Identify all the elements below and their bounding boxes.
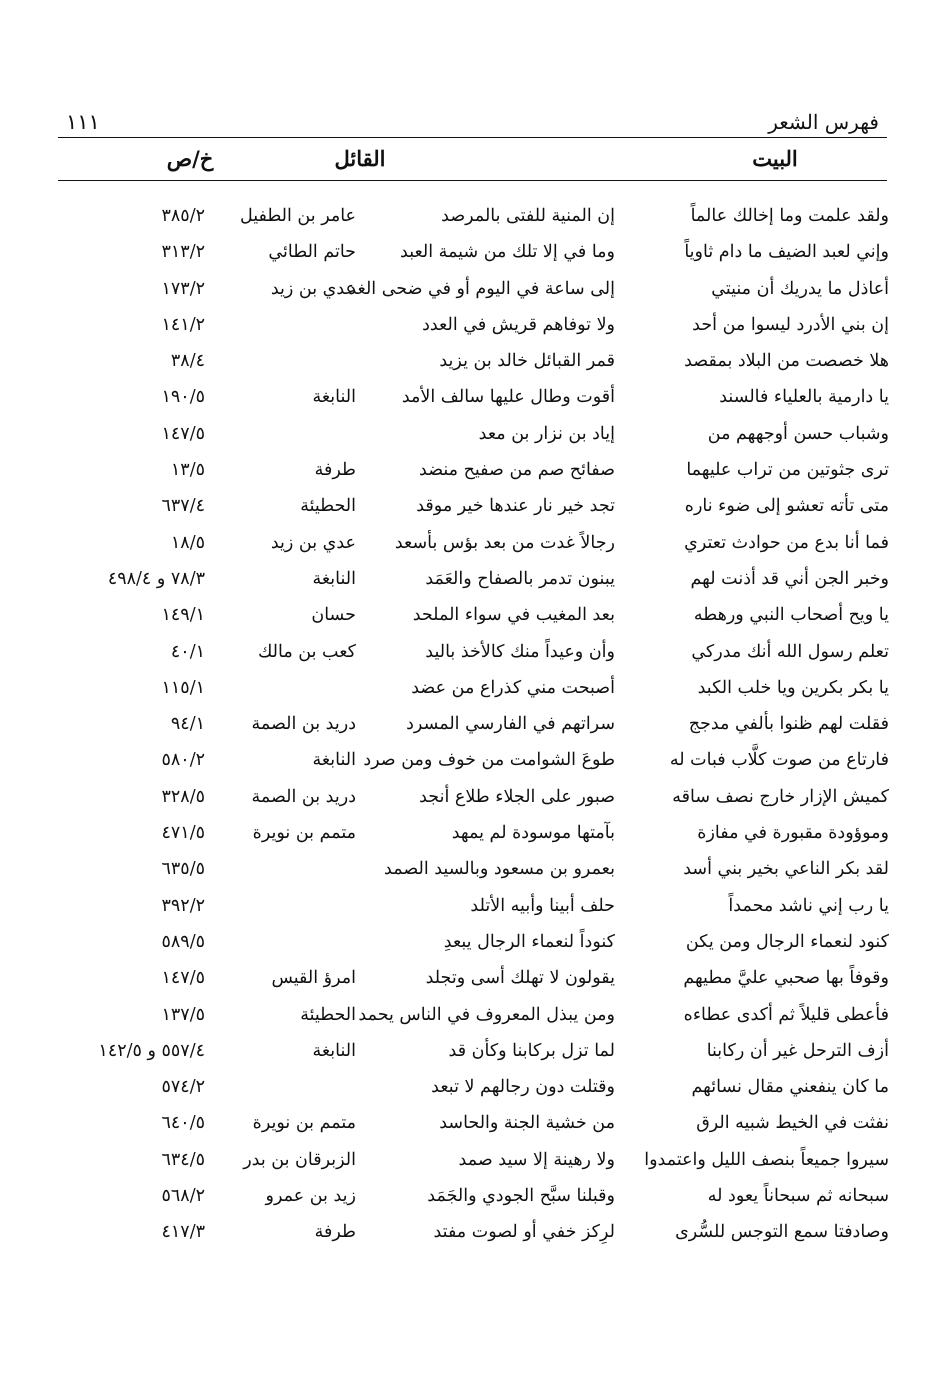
- table-row: [0, 962, 945, 998]
- volume-page-ref: ١٤١/٢: [161, 314, 205, 335]
- volume-page-ref: ٣١٣/٢: [161, 242, 205, 263]
- second-hemistich: ولا توفاهم قريش في العدد: [422, 314, 615, 335]
- second-hemistich: تجد خير نار عندها خير موقد: [416, 496, 615, 517]
- second-hemistich: يقولون لا تهلك أسى وتجلد: [425, 968, 615, 989]
- volume-page-ref: ٥٧٤/٢: [161, 1077, 205, 1098]
- table-row: [0, 527, 945, 563]
- volume-page-ref: ٣٨/٤: [170, 351, 205, 372]
- poet-name: الحطيئة: [300, 1004, 356, 1025]
- volume-page-ref: ٣٢٨/٥: [161, 786, 205, 807]
- poet-name: النابغة: [312, 750, 356, 771]
- second-hemistich: إن المنية للفتى بالمرصد: [441, 206, 615, 226]
- second-hemistich: وقتلت دون رجالهم لا تبعد: [431, 1077, 615, 1098]
- table-row: [0, 708, 945, 744]
- poet-name: دريد بن الصمة: [251, 714, 356, 735]
- first-hemistich: سيروا جميعاً بنصف الليل واعتمدوا: [644, 1149, 889, 1170]
- table-row: [0, 345, 945, 381]
- table-row: [0, 273, 945, 309]
- first-hemistich: متى تأته تعشو إلى ضوء ناره: [684, 496, 889, 517]
- volume-page-ref: ٥٦٨/٢: [161, 1186, 205, 1207]
- second-hemistich: من خشية الجنة والحاسد: [439, 1113, 615, 1134]
- table-row: [0, 781, 945, 817]
- table-row: [0, 1035, 945, 1071]
- column-header-bayt: البيت: [752, 146, 798, 171]
- first-hemistich: وقوفاً بها صحبي عليَّ مطيهم: [683, 968, 889, 989]
- table-row: [0, 672, 945, 708]
- first-hemistich: تعلم رسول الله أنك مدركي: [691, 641, 889, 662]
- table-row: [0, 1107, 945, 1143]
- first-hemistich: فقلت لهم ظنوا بألفي مدجج: [688, 714, 889, 735]
- table-row: [0, 381, 945, 417]
- table-row: [0, 817, 945, 853]
- poet-name: حاتم الطائي: [268, 242, 356, 263]
- volume-page-ref: ٣٨٥/٢: [161, 206, 205, 226]
- poet-name: النابغة: [312, 1040, 356, 1061]
- first-hemistich: يا رب إني ناشد محمداً: [728, 895, 889, 916]
- page-title: فهرس الشعر: [768, 110, 879, 134]
- poet-name: زيد بن عمرو: [265, 1186, 356, 1207]
- table-row: [0, 418, 945, 454]
- first-hemistich: يا دارمية بالعلياء فالسند: [719, 387, 889, 408]
- poet-name: عدي بن زيد: [270, 532, 356, 553]
- poetry-index-table: [0, 200, 945, 1253]
- second-hemistich: وأن وعيداً منك كالأخذ باليد: [425, 641, 615, 662]
- volume-page-ref: ١٧٣/٢: [161, 278, 205, 299]
- first-hemistich: كنود لنعماء الرجال ومن يكن: [685, 931, 889, 952]
- table-row: [0, 563, 945, 599]
- volume-page-ref: ٥٥٧/٤ و ١٤٢/٥: [98, 1040, 205, 1061]
- table-row: [0, 200, 945, 236]
- top-rule: [58, 137, 887, 138]
- table-row: [0, 926, 945, 962]
- first-hemistich: يا ويح أصحاب النبي ورهطه: [693, 605, 889, 626]
- volume-page-ref: ٤٠/١: [170, 641, 205, 662]
- second-hemistich: أقوت وطال عليها سالف الأمد: [401, 387, 615, 408]
- second-hemistich: بعمرو بن مسعود وبالسيد الصمد: [384, 859, 615, 880]
- table-row: [0, 490, 945, 526]
- first-hemistich: فارتاع من صوت كلَّاب فبات له: [669, 750, 889, 771]
- first-hemistich: كميش الإزار خارج نصف ساقه: [672, 786, 889, 807]
- second-hemistich: ومن يبذل المعروف في الناس يحمد: [358, 1004, 615, 1025]
- volume-page-ref: ١٤٧/٥: [161, 423, 205, 444]
- table-row: [0, 999, 945, 1035]
- second-hemistich: بآمتها موسودة لم يمهد: [451, 823, 615, 844]
- volume-page-ref: ١٣/٥: [170, 460, 205, 481]
- second-hemistich: سراتهم في الفارسي المسرد: [406, 714, 615, 735]
- second-hemistich: أصبحت مني كذراع من عضد: [411, 677, 615, 698]
- table-row: [0, 1180, 945, 1216]
- first-hemistich: ولقد علمت وما إخالك عالماً: [690, 206, 889, 226]
- volume-page-ref: ٤٧١/٥: [161, 823, 205, 844]
- volume-page-ref: ١٣٧/٥: [161, 1004, 205, 1025]
- volume-page-ref: ٧٨/٣ و ٤٩٨/٤: [107, 568, 205, 589]
- second-hemistich: رجالاً غدت من بعد بؤس بأسعد: [394, 532, 615, 553]
- volume-page-ref: ١٨/٥: [170, 532, 205, 553]
- page-number: ١١١: [66, 110, 100, 134]
- table-row: [0, 599, 945, 635]
- second-hemistich: لرِكز خفي أو لصوت مفتد: [433, 1222, 615, 1243]
- poet-name: متمم بن نويرة: [252, 1113, 356, 1134]
- volume-page-ref: ٣٩٢/٢: [161, 895, 205, 916]
- table-row: [0, 744, 945, 780]
- volume-page-ref: ١٤٩/١: [161, 605, 205, 626]
- first-hemistich: هلا خصصت من البلاد بمقصد: [684, 351, 889, 372]
- volume-page-ref: ٦٣٤/٥: [161, 1149, 205, 1170]
- table-row: [0, 890, 945, 926]
- table-row: [0, 236, 945, 272]
- first-hemistich: نفثت في الخيط شبيه الرق: [696, 1113, 889, 1134]
- second-hemistich: وقبلنا سبَّح الجودي والجَمَد: [427, 1186, 615, 1207]
- poet-name: النابغة: [312, 387, 356, 408]
- volume-page-ref: ٥٨٠/٢: [161, 750, 205, 771]
- table-row: [0, 1071, 945, 1107]
- first-hemistich: فأعطى قليلاً ثم أكدى عطاءه: [683, 1004, 889, 1025]
- first-hemistich: فما أنا بدع من حوادث تعتري: [684, 532, 889, 553]
- poet-name: دريد بن الصمة: [251, 786, 356, 807]
- poet-name: طرفة: [314, 1222, 356, 1243]
- first-hemistich: إن بني الأدرد ليسوا من أحد: [692, 314, 889, 335]
- poet-name: كعب بن مالك: [257, 641, 356, 662]
- second-hemistich: طوعَ الشوامت من خوف ومن صرد: [363, 750, 615, 771]
- first-hemistich: أعاذل ما يدريك أن منيتي: [711, 278, 889, 299]
- first-hemistich: ترى جثوتين من تراب عليهما: [686, 460, 889, 481]
- first-hemistich: وموؤودة مقبورة في مفازة: [697, 823, 889, 844]
- poet-name: عامر بن الطفيل: [239, 206, 356, 226]
- header-rule: [58, 180, 887, 181]
- second-hemistich: إياد بن نزار بن معد: [478, 423, 615, 444]
- column-header-ref: خ/ص: [166, 146, 214, 171]
- poet-name: الحطيئة: [300, 496, 356, 517]
- volume-page-ref: ٦٣٥/٥: [161, 859, 205, 880]
- first-hemistich: وإني لعبد الضيف ما دام ثاوياً: [684, 242, 889, 263]
- second-hemistich: صفائح صم من صفيح منضد: [419, 460, 615, 481]
- second-hemistich: ولا رهينة إلا سيد صمد: [458, 1149, 615, 1170]
- first-hemistich: سبحانه ثم سبحاناً يعود له: [707, 1186, 889, 1207]
- second-hemistich: صبور على الجلاء طلاع أنجد: [419, 786, 615, 807]
- first-hemistich: وصادفتا سمع التوجس للسُّرى: [675, 1222, 889, 1243]
- poet-name: متمم بن نويرة: [252, 823, 356, 844]
- table-row: [0, 853, 945, 889]
- volume-page-ref: ٩٤/١: [170, 714, 205, 735]
- volume-page-ref: ١٩٠/٥: [161, 387, 205, 408]
- second-hemistich: يبنون تدمر بالصفاح والعَمَد: [425, 568, 615, 589]
- poet-name: النابغة: [312, 568, 356, 589]
- volume-page-ref: ٥٨٩/٥: [161, 931, 205, 952]
- second-hemistich: قمر القبائل خالد بن يزيد: [439, 351, 615, 372]
- volume-page-ref: ١٤٧/٥: [161, 968, 205, 989]
- first-hemistich: أزف الترحل غير أن ركابنا: [706, 1040, 889, 1061]
- volume-page-ref: ١١٥/١: [161, 677, 205, 698]
- first-hemistich: لقد بكر الناعي بخير بني أسد: [683, 859, 889, 880]
- poet-name: طرفة: [314, 460, 356, 481]
- first-hemistich: وشباب حسن أوجههم من: [707, 423, 889, 444]
- table-row: [0, 636, 945, 672]
- poet-name: الزبرقان بن بدر: [243, 1149, 356, 1170]
- table-row: [0, 1216, 945, 1252]
- poet-name: امرؤ القيس: [271, 968, 356, 989]
- table-row: [0, 454, 945, 490]
- first-hemistich: وخبر الجن أني قد أذنت لهم: [690, 568, 889, 589]
- second-hemistich: وما في إلا تلك من شيمة العبد: [400, 242, 615, 263]
- second-hemistich: إلى ساعة في اليوم أو في ضحى الغد: [348, 278, 615, 299]
- volume-page-ref: ٦٣٧/٤: [161, 496, 205, 517]
- volume-page-ref: ٤١٧/٣: [161, 1222, 205, 1243]
- poet-name: حسان: [311, 605, 356, 626]
- poet-name: عدي بن زيد: [270, 278, 356, 299]
- table-row: [0, 309, 945, 345]
- second-hemistich: بعد المغيب في سواء الملحد: [412, 605, 615, 626]
- first-hemistich: ما كان ينفعني مقال نسائهم: [691, 1077, 889, 1098]
- volume-page-ref: ٦٤٠/٥: [161, 1113, 205, 1134]
- first-hemistich: يا بكر بكرين ويا خلب الكبد: [697, 677, 889, 698]
- table-row: [0, 1144, 945, 1180]
- column-header-qail: القائل: [334, 146, 386, 171]
- second-hemistich: لما تزل بركابنا وكأن قد: [448, 1040, 615, 1061]
- second-hemistich: كنوداً لنعماء الرجال يبعدِ: [443, 931, 615, 952]
- second-hemistich: حلف أبينا وأبيه الأتلد: [470, 895, 615, 916]
